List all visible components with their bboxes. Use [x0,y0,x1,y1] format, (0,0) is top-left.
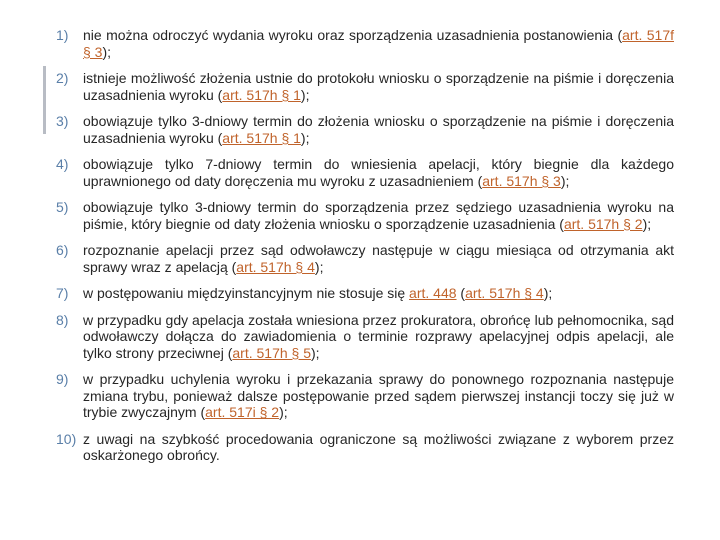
reference-trailing-text: ); [642,215,652,232]
list-item [56,431,674,464]
list-item [56,199,674,232]
reference-trailing-text: ); [300,129,310,146]
list-item-text [83,312,674,362]
list-item-text [83,371,674,421]
article-reference-link[interactable]: art. 517f § 3 [83,27,674,60]
list-item-body: nie można odroczyć wydania wyroku oraz sporządzenia uzasadnienia postanowienia ( [83,27,623,43]
reference-trailing-text: ); [560,172,570,189]
reference-trailing-text: ); [279,404,288,420]
list-item-number: 6) [56,242,69,258]
reference-trailing-text: ); [311,344,320,361]
list-item [56,312,674,362]
article-reference-link[interactable]: art. 517h § 3 [482,172,561,189]
list-item-body: obowiązuje tylko 3-dniowy termin do złożenia wniosku o sporządzenie na piśmie i doręczenia uzasadnienia wyroku ( [83,113,674,146]
list-item-body: w przypadku uchylenia wyroku i przekazania sprawy do ponownego rozpoznania następuje zmiana trybu, ponieważ dalsze postępowanie przed sądem pierwszej instancji toczy się już w trybie zwyczajnym ( [83,371,674,420]
list-item-number: 3) [56,113,69,129]
list-item-text [83,113,674,146]
list-item-text [83,431,674,464]
reference-trailing-text: ); [102,43,112,60]
list-item-number: 7) [56,285,69,301]
list-item-text [83,70,674,103]
list-item-text [83,27,674,60]
list-item-number: 1) [56,27,69,43]
list-item-number: 8) [56,311,69,328]
list-item-body: rozpoznanie apelacji przez sąd odwoławczy następuje w ciągu miesiąca od otrzymania akt sprawy wraz z apelacją ( [83,242,674,275]
list-item [56,285,674,302]
list-item [56,156,674,189]
article-reference-link[interactable]: art. 448 [409,285,457,301]
list-item-body: w postępowaniu międzyinstancyjnym nie stosuje się [83,285,410,301]
article-reference-link[interactable]: art. 517h § 1 [222,129,301,146]
list-item-text [83,199,674,232]
article-reference-link[interactable]: art. 517h § 5 [232,344,312,361]
list-item [56,70,674,103]
list-item-body: istnieje możliwość złożenia ustnie do protokołu wniosku o sporządzenie na piśmie i doręczenia uzasadnienia wyroku ( [83,70,674,103]
list-item-body: w przypadku gdy apelacja została wniesiona przez prokuratora, obrońcę lub pełnomocnika, sąd odwoławczy dołącza do zawiadomienia o terminie rozprawy apelacyjnej odpis apelacji, ale tylko strony przeciwnej ( [83,311,674,361]
list-item-body: obowiązuje tylko 3-dniowy termin do sporządzenia przez sędziego uzasadnienia wyroku na piśmie, który biegnie od daty złożenia wniosku o sporządzenie uzasadnienia ( [83,199,674,232]
article-reference-link[interactable]: art. 517h § 4 [465,285,544,301]
list-item-number: 10) [56,430,77,447]
list-item-text [83,156,674,189]
list-item-number: 9) [56,371,69,387]
list-item-body: obowiązuje tylko 7-dniowy termin do wniesienia apelacji, który biegnie dla każdego uprawnionego od daty doręczenia mu wyroku z uzasadnieniem ( [83,156,674,189]
numbered-list [56,27,674,474]
list-item [56,27,674,60]
list-item [56,242,674,275]
list-item-text [83,242,674,275]
list-item [56,113,674,146]
reference-trailing-text: ); [300,86,310,103]
accent-bar [43,66,46,134]
list-item-number: 4) [56,156,69,172]
list-item-text [83,285,674,302]
article-reference-link[interactable]: art. 517h § 4 [236,258,315,275]
reference-trailing-text: ( [456,285,466,301]
article-reference-link[interactable]: art. 517h § 2 [563,215,643,232]
article-reference-link[interactable]: art. 517h § 1 [222,86,301,103]
list-item-body: z uwagi na szybkość procedowania ograniczone są możliwości związane z wyborem przez oskarżonego obrońcy. [83,430,674,463]
list-item [56,371,674,421]
list-item-number: 5) [56,199,69,215]
reference-trailing-text: ); [543,285,553,301]
article-reference-link[interactable]: art. 517i § 2 [205,404,280,420]
reference-trailing-text: ); [314,258,324,275]
list-item-number: 2) [56,70,69,86]
